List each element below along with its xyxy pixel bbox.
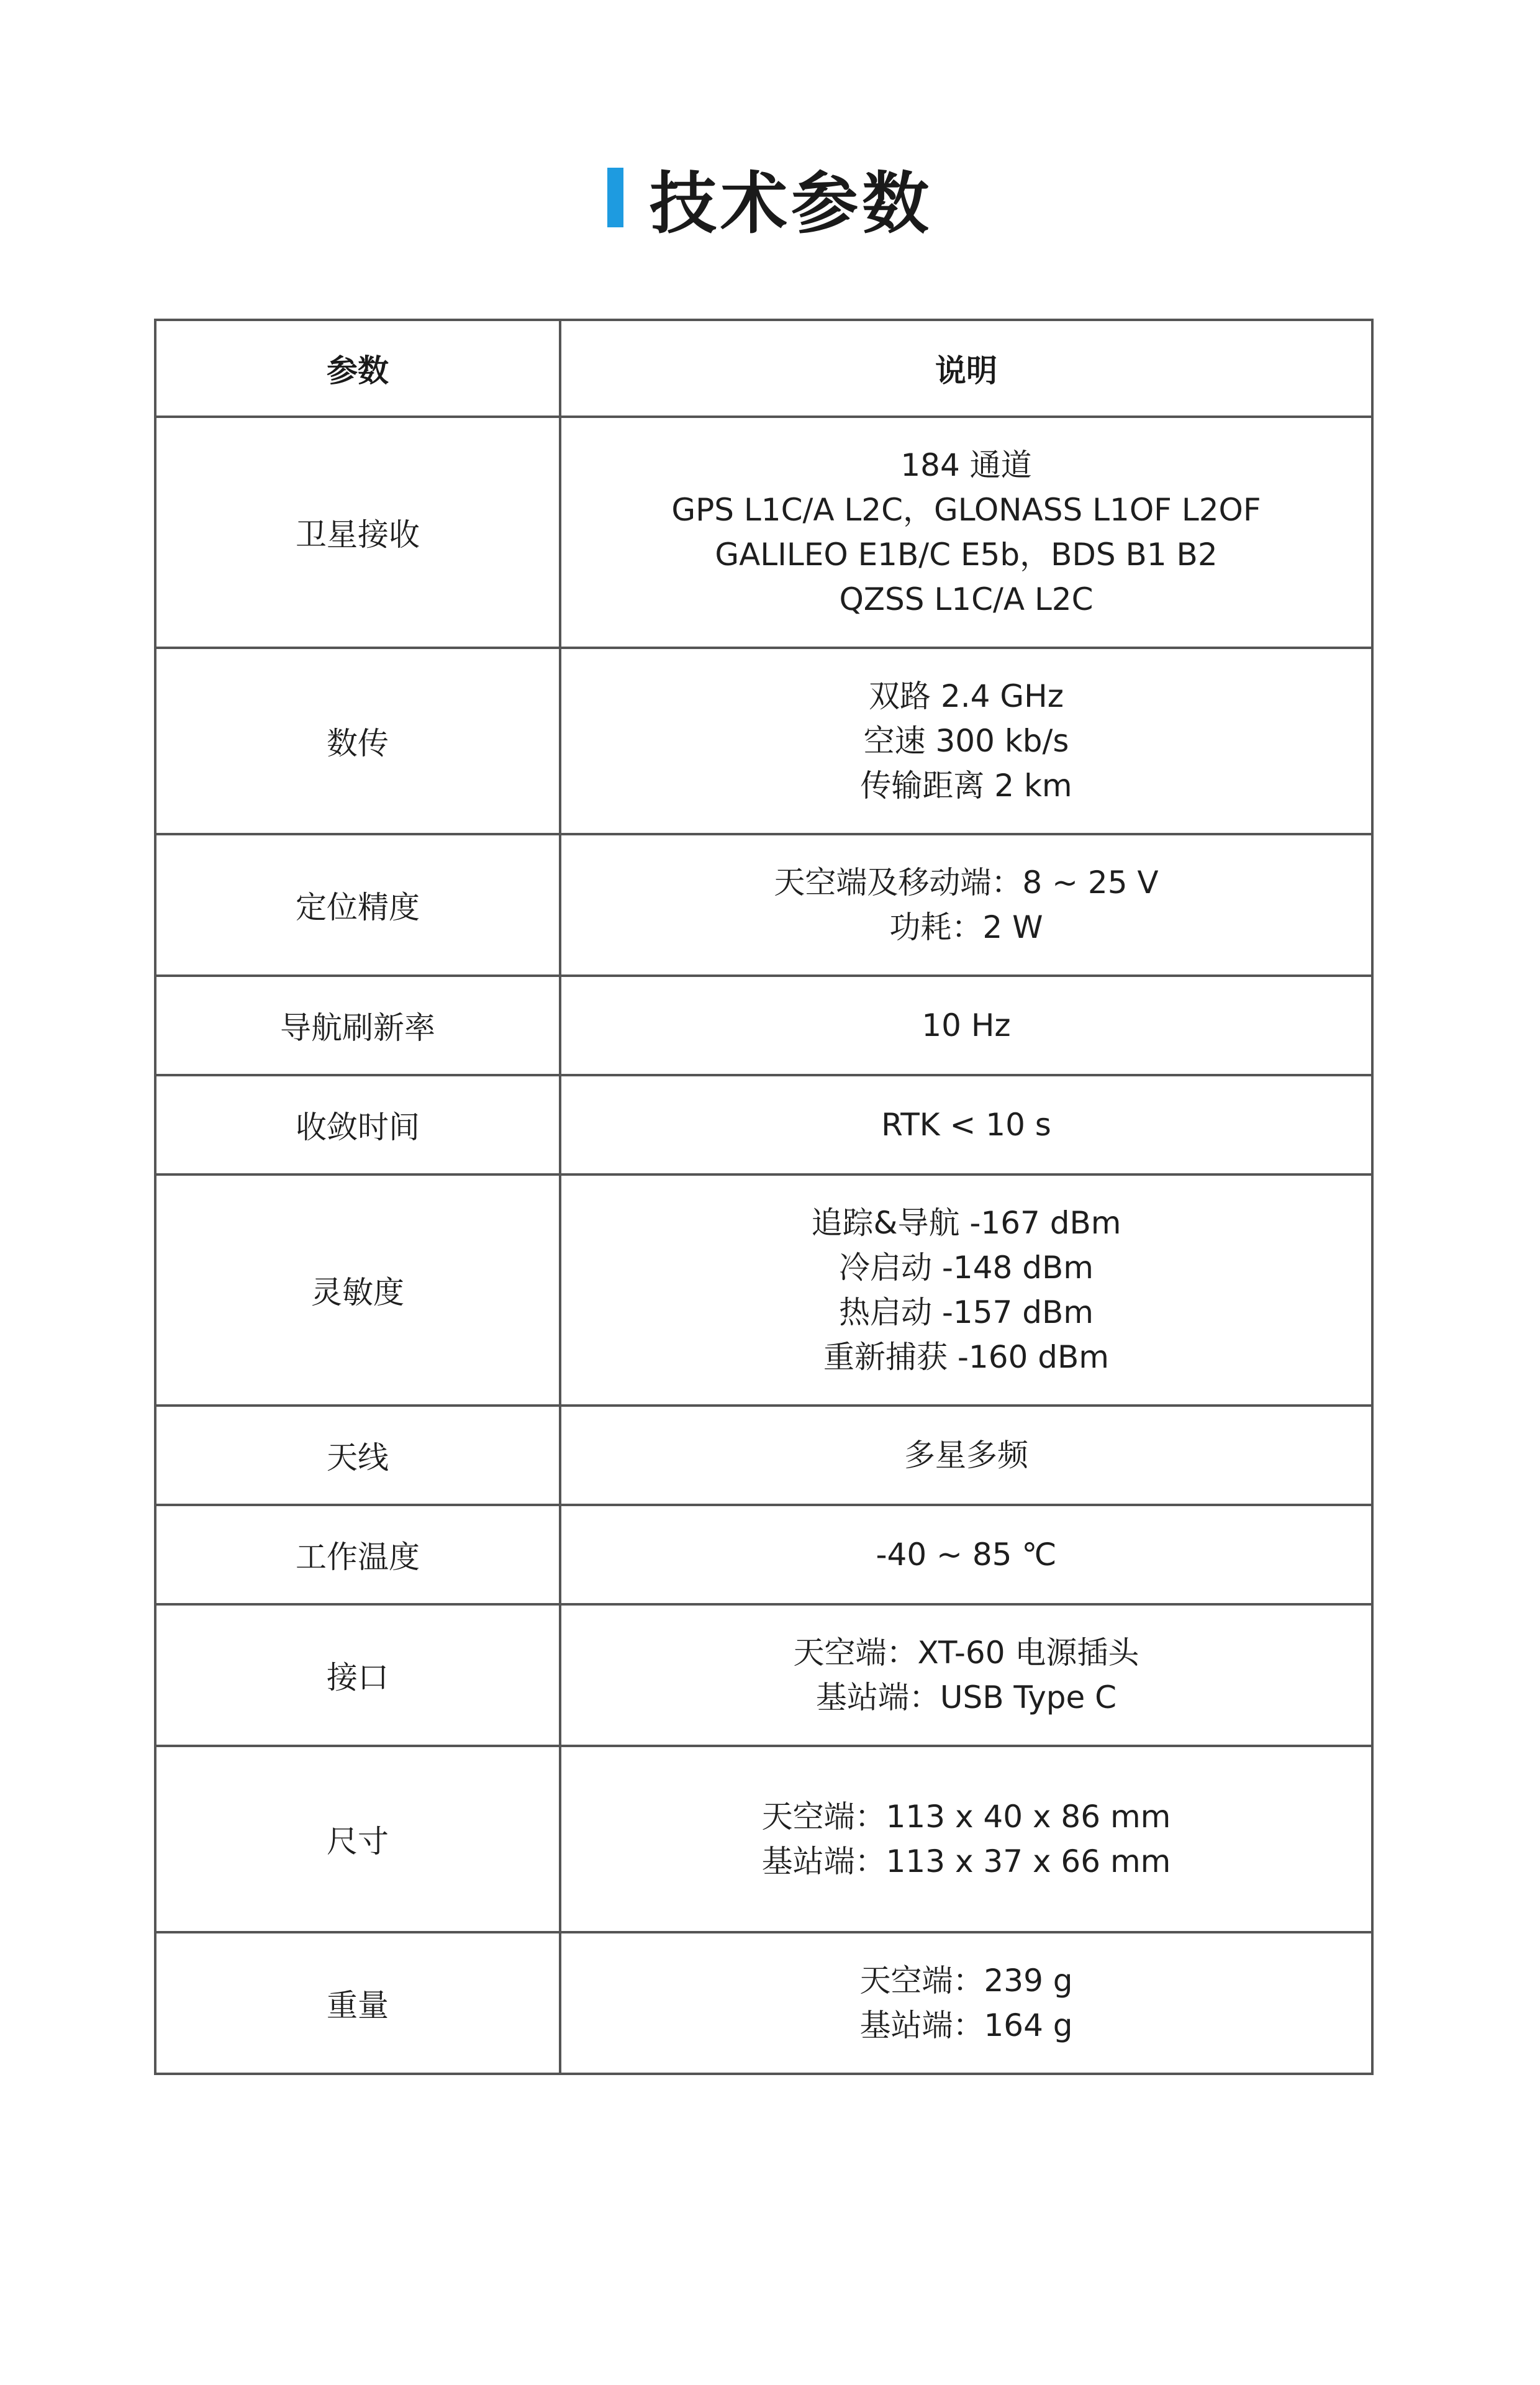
desc-line: 天空端：XT-60 电源插头 <box>793 1635 1139 1671</box>
desc-line: 10 Hz <box>922 1007 1011 1043</box>
param-cell: 重量 <box>155 1932 560 2074</box>
param-cell: 接口 <box>155 1604 560 1746</box>
param-cell: 天线 <box>155 1406 560 1505</box>
table-row <box>155 1604 1372 1746</box>
desc-cell <box>560 1604 1372 1746</box>
table-body <box>155 417 1372 2074</box>
param-cell: 收敛时间 <box>155 1075 560 1174</box>
spec-table <box>154 319 1374 2075</box>
title-accent-bar <box>607 168 623 227</box>
table-row <box>155 976 1372 1075</box>
desc-cell <box>560 1746 1372 1932</box>
desc-cell <box>560 1075 1372 1174</box>
desc-line: 重新捕获 -160 dBm <box>823 1339 1109 1375</box>
header-desc: 说明 <box>560 320 1372 417</box>
param-cell: 卫星接收 <box>155 417 560 648</box>
table-row <box>155 417 1372 648</box>
desc-line: 功耗：2 W <box>889 909 1043 945</box>
desc-line: 基站端：113 x 37 x 66 mm <box>761 1843 1171 1879</box>
desc-line: 天空端：113 x 40 x 86 mm <box>761 1799 1171 1835</box>
desc-line: 基站端：164 g <box>859 2007 1073 2043</box>
desc-line: 冷启动 -148 dBm <box>838 1250 1094 1286</box>
desc-cell <box>560 976 1372 1075</box>
desc-line: 空速 300 kb/s <box>863 723 1069 759</box>
param-cell: 尺寸 <box>155 1746 560 1932</box>
desc-line: RTK < 10 s <box>881 1107 1051 1143</box>
desc-cell <box>560 1406 1372 1505</box>
desc-line: 184 通道 <box>900 447 1032 483</box>
desc-line: -40 ~ 85 ℃ <box>876 1537 1057 1573</box>
title-area <box>0 160 1540 243</box>
param-cell: 灵敏度 <box>155 1174 560 1406</box>
desc-cell <box>560 1932 1372 2074</box>
table-row <box>155 648 1372 834</box>
desc-line: 传输距离 2 km <box>860 768 1072 804</box>
table-row <box>155 1932 1372 2074</box>
table-header-row <box>155 320 1372 417</box>
desc-cell <box>560 1505 1372 1604</box>
page-title: 技术参数 <box>649 165 933 243</box>
desc-line: GALILEO E1B/C E5b，BDS B1 B2 <box>715 537 1218 573</box>
desc-line: 天空端：239 g <box>859 1963 1073 1999</box>
desc-line: QZSS L1C/A L2C <box>839 581 1094 617</box>
desc-line: 天空端及移动端：8 ~ 25 V <box>774 865 1159 901</box>
param-cell: 定位精度 <box>155 834 560 976</box>
param-cell: 导航刷新率 <box>155 976 560 1075</box>
desc-line: 双路 2.4 GHz <box>869 678 1064 714</box>
param-cell: 数传 <box>155 648 560 834</box>
table-row <box>155 1174 1372 1406</box>
param-cell: 工作温度 <box>155 1505 560 1604</box>
desc-cell <box>560 648 1372 834</box>
table-row <box>155 1746 1372 1932</box>
desc-cell <box>560 1174 1372 1406</box>
table-row <box>155 1075 1372 1174</box>
table-row <box>155 1406 1372 1505</box>
desc-line: 多星多频 <box>904 1437 1028 1473</box>
table-row <box>155 834 1372 976</box>
desc-line: 基站端：USB Type C <box>815 1679 1117 1715</box>
desc-line: 热启动 -157 dBm <box>838 1294 1094 1330</box>
header-param: 参数 <box>155 320 560 417</box>
desc-line: GPS L1C/A L2C，GLONASS L1OF L2OF <box>671 492 1261 528</box>
desc-line: 追踪&导航 -167 dBm <box>811 1205 1121 1241</box>
title-group <box>607 150 933 246</box>
desc-cell <box>560 417 1372 648</box>
table-row <box>155 1505 1372 1604</box>
desc-cell <box>560 834 1372 976</box>
